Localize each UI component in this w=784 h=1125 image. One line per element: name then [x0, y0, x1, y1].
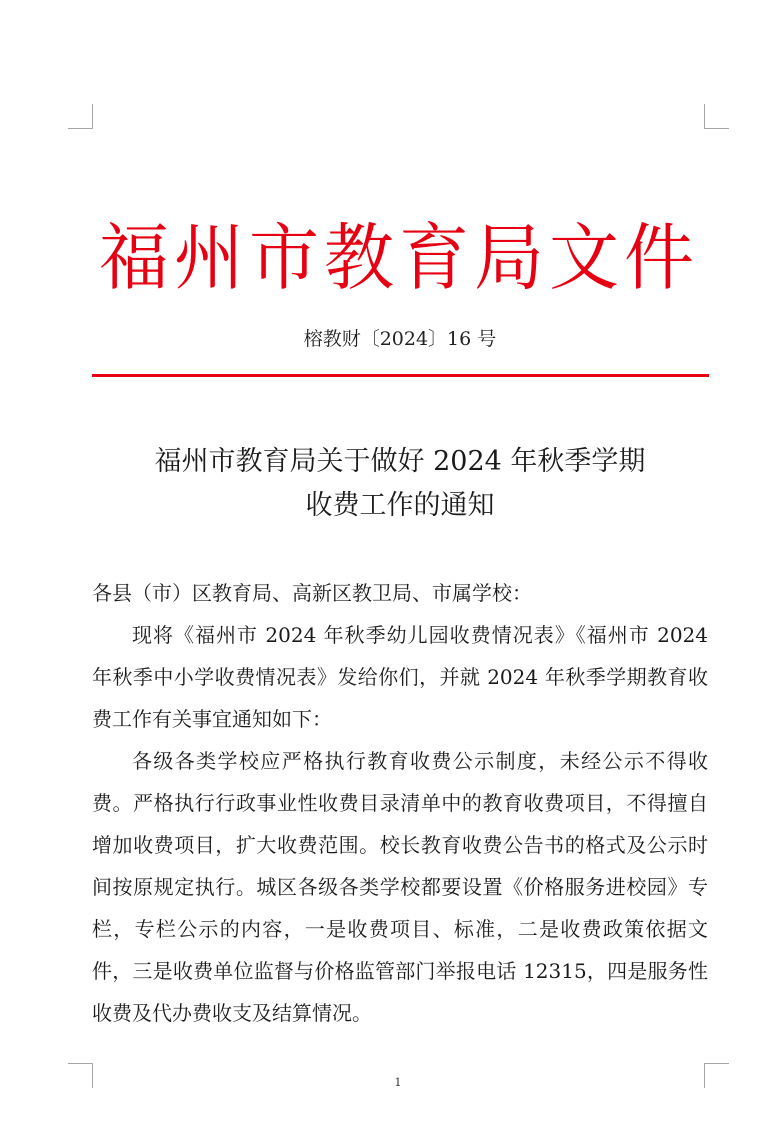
page-number: 1: [394, 1076, 402, 1089]
red-separator-line: [92, 374, 709, 377]
salutation: 各县（市）区教育局、高新区教卫局、市属学校：: [92, 581, 532, 605]
body-paragraph-1: 现将《福州市 2024 年秋季幼儿园收费情况表》《福州市 2024 年秋季中小学收费情况表》发给你们，并就 2024 年秋季学期教育收费工作有关事宜通知如下：: [92, 623, 708, 731]
crop-mark-top-right: [704, 104, 729, 129]
document-body: [92, 572, 708, 1034]
document-number: 榕教财〔2024〕16 号: [303, 328, 497, 350]
notice-title-line-2: 收费工作的通知: [305, 490, 495, 521]
notice-title-line-1: 福州市教育局关于做好 2024 年秋季学期: [154, 446, 646, 477]
notice-title: [92, 440, 708, 528]
crop-mark-top-left: [68, 104, 93, 129]
body-paragraph-2: 各级各类学校应严格执行教育收费公示制度，未经公示不得收费。严格执行行政事业性收费目录清单中的教育收费项目，不得擅自增加收费项目，扩大收费范围。校长教育收费公告书的格式及公示时间按原规定执行。城区各级各类学校都要设置《价格服务进校园》专栏，专栏公示的内容，一是收费项目、标准，二是收费政策依据文件，三是收费单位监督与价格监管部门举报电话 12315，四是服务性收费及代办费收支及结算情况。: [92, 749, 708, 1025]
agency-red-header: 福州市教育局文件: [99, 215, 699, 301]
